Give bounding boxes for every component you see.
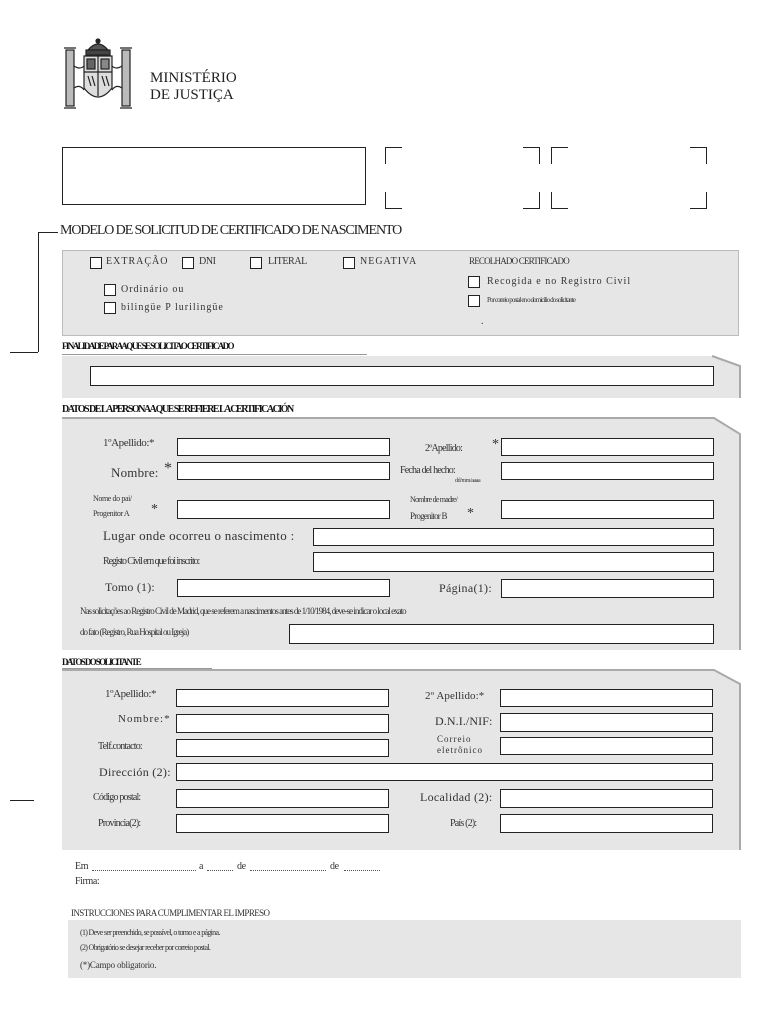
stamp-corner	[385, 147, 402, 164]
stamp-corner	[551, 147, 568, 164]
input-lugar[interactable]	[313, 528, 714, 546]
label-localidad: Localidad (2):	[420, 790, 493, 804]
label-app-apellido2: 2º Apellido:*	[425, 690, 485, 702]
checkbox-extracao[interactable]	[90, 257, 102, 269]
stamp-corner	[690, 192, 707, 209]
required-asterisk: *	[467, 506, 474, 521]
signature-em: Em	[75, 861, 89, 872]
input-direccion[interactable]	[176, 763, 713, 781]
fold-mark	[10, 800, 34, 801]
madrid-note: Nas solicitações ao Registro Civil de Madrid, que se referem a nascimentos antes de 1/10/1984, deve-se indicar o local exato	[80, 606, 406, 616]
bracket-line	[38, 232, 39, 352]
label-lugar: Lugar onde ocorreu o nascimento :	[103, 528, 295, 543]
stamp-corner	[551, 192, 568, 209]
instruction-item: (1) Deve ser preenchido, se possível, o tomo e a página.	[80, 928, 220, 937]
label-madre-line2: Progenitor B	[410, 511, 447, 521]
input-app-nombre[interactable]	[176, 714, 389, 733]
dot: .	[481, 316, 484, 327]
label-telf: Telf.contacto:	[98, 741, 142, 752]
pickup-title: RECOLHADO CERTIFICADO	[469, 256, 569, 266]
date-hint: dd/mm/aaaa	[455, 478, 481, 484]
required-asterisk: *	[492, 437, 499, 452]
purpose-section-title: FINALIDADE PARA A QUE SE SOLICITA O CERTIFICADO	[62, 341, 233, 351]
input-registro[interactable]	[313, 552, 714, 572]
checkbox-negativa[interactable]	[343, 257, 355, 269]
label-nombre: Nombre:	[111, 465, 159, 480]
input-madre[interactable]	[501, 500, 714, 519]
input-tomo[interactable]	[177, 579, 390, 597]
date-year-dots	[344, 870, 380, 871]
required-asterisk: *	[164, 460, 172, 477]
checkbox-recogida[interactable]	[468, 276, 480, 288]
input-provincia[interactable]	[176, 814, 389, 833]
label-dni: D.N.I./NIF:	[435, 714, 493, 728]
input-madrid-place[interactable]	[289, 624, 714, 644]
input-apellido2[interactable]	[501, 438, 714, 456]
label-app-apellido1: 1ºApellido:*	[105, 688, 157, 700]
option-label: DNI	[199, 256, 216, 267]
label-madre: Nombre de madre/	[410, 495, 458, 504]
label-pai: Nome do pai/	[93, 494, 132, 503]
date-place-dots	[92, 870, 196, 871]
form-title: MODELO DE SOLICITUD DE CERTIFICADO DE NASCIMENTO	[60, 223, 402, 238]
stamp-corner	[523, 192, 540, 209]
instruction-item: (*)Campo obligatorio.	[80, 960, 157, 970]
checkbox-correio[interactable]	[468, 295, 480, 307]
option-label: Ordinário ou	[121, 284, 185, 295]
ministry-name-line2: DE JUSTIÇA	[150, 87, 234, 103]
label-pais: País (2):	[450, 818, 477, 829]
input-pagina[interactable]	[501, 579, 714, 598]
input-fecha[interactable]	[501, 462, 714, 480]
checkbox-ordinario[interactable]	[104, 284, 116, 296]
label-pagina: Página(1):	[439, 581, 492, 595]
option-label: NEGATIVA	[360, 256, 418, 267]
label-provincia: Provincia(2):	[98, 818, 141, 829]
signature-de1: de	[237, 861, 246, 872]
applicant-section-title: DATOS DO SOLICITANTE	[62, 657, 141, 667]
date-month-dots	[250, 870, 326, 871]
option-label: Recogida e no Registro Civil	[487, 276, 632, 287]
input-apellido1[interactable]	[177, 438, 390, 456]
label-direccion: Dirección (2):	[99, 765, 171, 779]
instructions-title: INSTRUCCIONES PARA CUMPLIMENTAR EL IMPRESO	[71, 908, 270, 918]
label-codigo: Código postal:	[93, 792, 141, 803]
bracket-line	[38, 232, 58, 233]
input-localidad[interactable]	[500, 789, 713, 808]
label-correo: Correio	[437, 734, 472, 744]
label-fecha: Fecha del hecho:	[400, 465, 455, 476]
input-correo[interactable]	[500, 737, 713, 755]
label-tomo: Tomo (1):	[105, 580, 155, 594]
signature-de2: de	[330, 861, 339, 872]
coat-of-arms-icon	[60, 36, 136, 114]
label-registro: Registo Civil em que foi inscrito:	[103, 556, 200, 567]
madrid-note-line2: do fato (Registro, Rua Hospital ou Igreja)	[80, 627, 189, 637]
option-label: Por correio postal en o domicilio do solicitante	[487, 296, 576, 304]
bracket-line	[10, 352, 38, 353]
input-app-apellido1[interactable]	[176, 689, 389, 707]
checkbox-bilingue[interactable]	[104, 302, 116, 314]
required-asterisk: *	[151, 502, 158, 517]
label-apellido1: 1ºApellido:*	[103, 437, 155, 449]
input-dni[interactable]	[500, 713, 713, 732]
option-label: EXTRAÇÃO	[106, 256, 169, 267]
input-telf[interactable]	[176, 739, 389, 757]
input-nombre[interactable]	[177, 462, 390, 480]
registrant-section-title: DATOS DE LA PERSONA A QUE SE REFIERE LA CERTIFICACIÓN	[62, 404, 293, 415]
purpose-input[interactable]	[90, 366, 714, 386]
stamp-corner	[690, 147, 707, 164]
date-day-dots	[207, 870, 233, 871]
label-correo-line2: eletrônico	[437, 745, 483, 755]
label-apellido2: 2ºApellido:	[425, 443, 463, 454]
input-pais[interactable]	[500, 814, 713, 833]
input-app-apellido2[interactable]	[500, 689, 713, 707]
option-label: bilingüe P lurilingüe	[121, 302, 224, 313]
registration-stamp-box	[62, 147, 366, 205]
instruction-item: (2) Obrigatório se desejar receber por correio postal.	[80, 943, 211, 952]
label-pai-line2: Progenitor A	[93, 509, 130, 518]
stamp-corner	[385, 192, 402, 209]
input-codigo[interactable]	[176, 789, 389, 808]
ministry-name-line1: MINISTÉRIO	[150, 70, 237, 86]
signature-a: a	[199, 861, 204, 872]
option-label: LITERAL	[268, 256, 307, 267]
signature-firma: Firma:	[75, 876, 100, 887]
checkbox-dni[interactable]	[182, 257, 194, 269]
label-app-nombre: Nombre:*	[118, 713, 171, 725]
input-pai[interactable]	[177, 500, 390, 519]
checkbox-literal[interactable]	[250, 257, 262, 269]
stamp-corner	[523, 147, 540, 164]
